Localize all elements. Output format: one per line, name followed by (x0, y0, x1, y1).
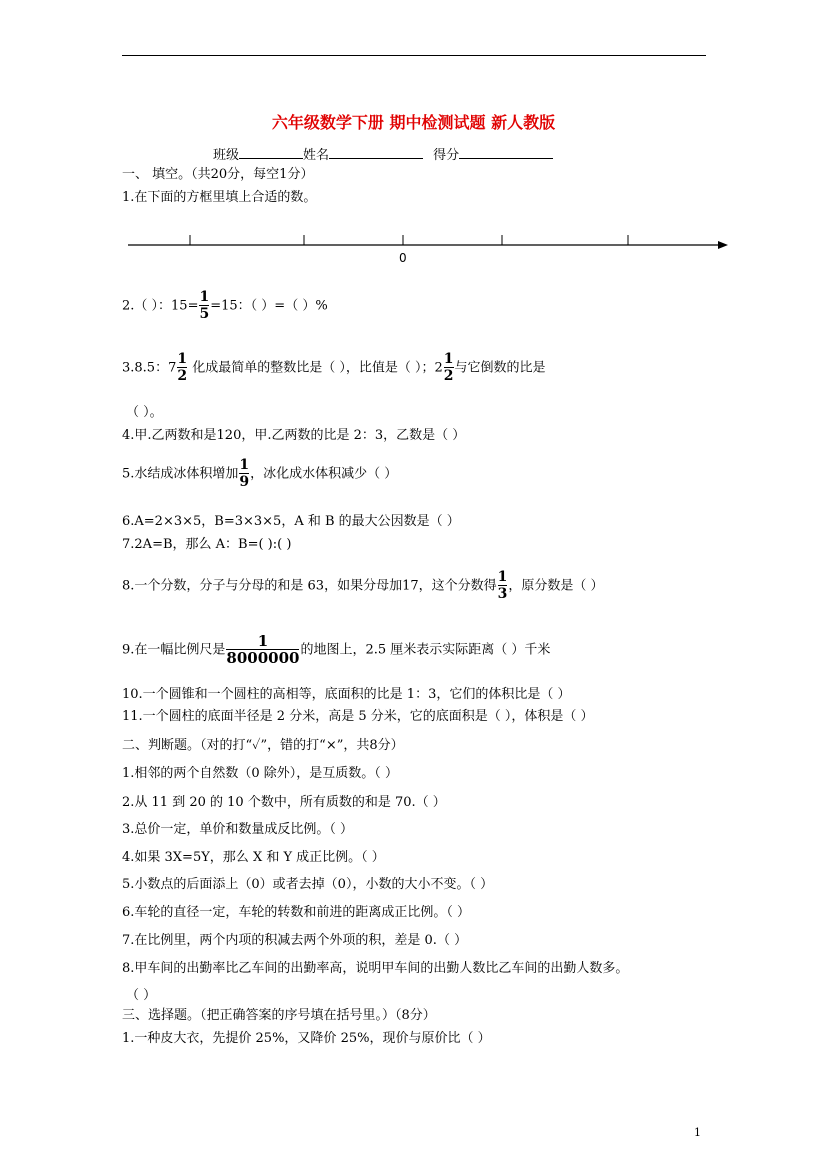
q8-fraction (498, 570, 508, 602)
section-fill-heading: 一、 填空。（共20分，每空1分） (122, 167, 314, 182)
q8-text-a: 8.一个分数，分子与分母的和是 63，如果分母加17，这个分数得 (122, 578, 497, 594)
fill-question-3 (122, 352, 546, 384)
q3-frac1-num: 1 (177, 351, 188, 367)
q8-frac-den: 3 (497, 586, 508, 602)
q3-text-a: 3.8.5：7 (122, 360, 177, 376)
q9-frac-num: 1 (257, 632, 269, 650)
q3-frac2-den: 2 (443, 368, 454, 384)
judge-question-8-cont: （ ） (126, 988, 157, 1003)
q5-frac-num: 1 (239, 457, 250, 473)
judge-question-2: 2.从 11 到 20 的 10 个数中，所有质数的和是 70.（ ） (122, 795, 446, 810)
fill-question-4: 4.甲.乙两数和是120，甲.乙两数的比是 2：3，乙数是（ ） (122, 428, 466, 443)
judge-question-3: 3.总价一定，单价和数量成反比例。（ ） (122, 822, 354, 837)
q2-fraction (199, 290, 209, 322)
fill-question-9 (122, 634, 550, 666)
q3-frac2-num: 1 (443, 351, 454, 367)
q8-text-b: ，原分数是（ ） (508, 578, 604, 594)
q9-fraction (226, 634, 299, 666)
choice-question-1: 1.一种皮大衣，先提价 25%，又降价 25%，现价与原价比（ ） (122, 1031, 491, 1046)
judge-question-8: 8.甲车间的出勤率比乙车间的出勤率高，说明甲车间的出勤人数比乙车间的出勤人数多。 (122, 961, 629, 976)
name-label: 姓名 (303, 148, 330, 163)
fill-question-1: 1.在下面的方框里填上合适的数。 (122, 190, 317, 205)
fill-question-8 (122, 570, 604, 602)
q9-text-a: 9.在一幅比例尺是 (122, 642, 226, 658)
q2-text-a: 2.（ ）：15= (122, 298, 199, 314)
fill-question-10: 10.一个圆锥和一个圆柱的高相等，底面积的比是 1：3，它们的体积比是（ ） (122, 687, 571, 702)
score-label: 得分 (433, 148, 460, 163)
q3-fraction-2 (444, 352, 454, 384)
fill-question-6: 6.A=2×3×5，B=3×3×5，A 和 B 的最大公因数是（ ） (122, 514, 460, 529)
q5-fraction (239, 458, 249, 490)
judge-question-5: 5.小数点的后面添上（0）或者去掉（0），小数的大小不变。（ ） (122, 877, 494, 892)
q2-frac-den: 5 (199, 306, 210, 322)
q2-frac-num: 1 (199, 289, 210, 305)
q5-frac-den: 9 (239, 474, 250, 490)
fill-question-11: 11.一个圆柱的底面半径是 2 分米，高是 5 分米，它的底面积是（ ），体积是（ ） (122, 709, 594, 724)
fill-question-7: 7.2A=B，那么 A：B=( ):( ) (122, 537, 292, 552)
number-line-zero-label: 0 (399, 251, 407, 265)
page-title: 六年级数学下册 期中检测试题 新人教版 (271, 113, 556, 132)
section-choice-heading: 三、选择题。（把正确答案的序号填在括号里。）（8分） (122, 1008, 436, 1023)
class-blank[interactable] (239, 146, 303, 159)
judge-question-1: 1.相邻的两个自然数（0 除外），是互质数。（ ） (122, 766, 398, 781)
name-blank[interactable] (329, 146, 423, 159)
number-line (120, 230, 740, 270)
q5-text-a: 5.水结成冰体积增加 (122, 466, 239, 482)
q3-text-c: 与它倒数的比是 (454, 360, 546, 376)
student-info-line (213, 146, 553, 164)
q3-frac1-den: 2 (177, 368, 188, 384)
number-line-arrow (718, 241, 728, 249)
q9-frac-den: 8000000 (226, 649, 300, 667)
fill-question-2 (122, 290, 328, 322)
section-judge-heading: 二、判断题。（对的打“✓”，错的打“×”，共8分） (122, 738, 404, 753)
class-label: 班级 (213, 148, 240, 163)
q3-text-b: 化成最简单的整数比是（ ），比值是（ ）；2 (188, 360, 443, 376)
q5-text-b: ，冰化成水体积减少（ ） (250, 466, 398, 482)
fill-question-3-cont: （ ）。 (126, 405, 163, 420)
q9-text-b: 的地图上，2.5 厘米表示实际距离（ ）千米 (300, 642, 551, 658)
judge-question-7: 7.在比例里，两个内项的积减去两个外项的积，差是 0.（ ） (122, 933, 468, 948)
judge-question-4: 4.如果 3X=5Y，那么 X 和 Y 成正比例。（ ） (122, 850, 385, 865)
q8-frac-num: 1 (497, 569, 508, 585)
page-number: 1 (694, 1126, 701, 1139)
fill-question-5 (122, 458, 397, 490)
header-rule (122, 55, 706, 56)
score-blank[interactable] (459, 146, 553, 159)
q2-text-b: =15：（ ）=（ ）% (210, 298, 328, 314)
judge-question-6: 6.车轮的直径一定，车轮的转数和前进的距离成正比例。（ ） (122, 905, 471, 920)
q3-fraction-1 (177, 352, 187, 384)
